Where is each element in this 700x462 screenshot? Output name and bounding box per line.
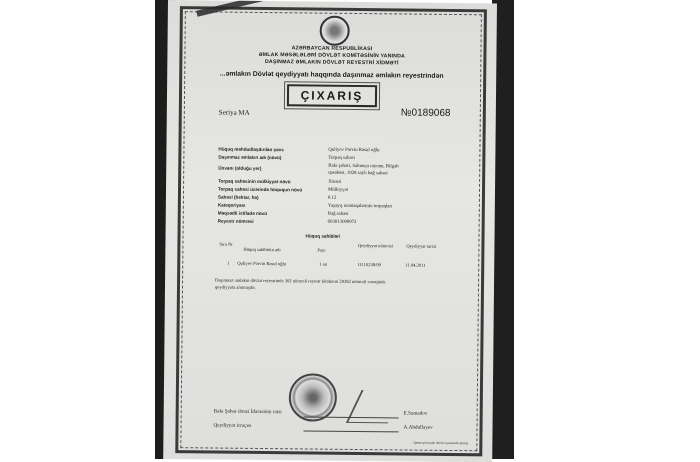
office-signatory-title: Bakı Şəhər Ərazi İdarəsinin rəisi [213,408,282,416]
owners-title: Hüquq sahibləri [305,233,341,239]
field-value: 0.12 [327,195,337,201]
field-value: 003013009972 [327,219,357,225]
bottom-note: Qanun qüvvəsini dövlət reyestrində itirmiş [413,440,468,446]
committee-header: ƏMLAK MƏSƏLƏLƏRİ DÖVLƏT KOMİTƏSİNİN YANINDA [258,51,406,60]
field-label: Ünvanı (olduğu yer) [218,165,262,171]
field-value: qəsəbəsi, 1928 saylı bağ sahəsi [328,170,388,177]
field-label: Reyestr nömrəsi [217,218,254,224]
table-cell: 1 on [319,261,328,267]
document-type-box [287,84,377,107]
official-seal-icon [289,373,338,422]
field-label: Sahəsi (hektar, ha) [217,194,259,200]
serial-number: №0189068 [400,107,451,119]
table-cell: Quliyev Pərvin Rəsul oğlu [237,260,287,267]
column-header: Hüquq sahibinin adı [243,246,281,253]
document-type: ÇIXARIŞ [300,88,364,104]
column-header: Sıra № [219,241,233,247]
republic-header: AZƏRBAYCAN RESPUBLİKASI [291,45,373,53]
serial-label: Seriya MA [218,108,250,117]
field-value: Bakı şəhəri, Sabunçu rayonu, Bilgəh [328,163,399,170]
service-header: DAŞINMAZ ƏMLAKIN DÖVLƏT REYESTRİ XİDMƏTİ [264,59,399,67]
document-subtitle: ...əmlakın Dövlət qeydiyyatı haqqında daşınmaz əmlakın reyestrindən [219,70,444,80]
column-header: Qeydiyyat nömrəsi [357,243,394,249]
field-label: Kateqoriyası [217,202,246,208]
field-label: Hüquq məhdudlaşdırılan şəxs [218,146,284,153]
field-value: Mülkiyyət [327,187,349,193]
table-cell: 11.04.2011 [405,262,426,268]
field-value: Yaşayış məntəqələrinin torpaqları [327,203,393,210]
field-label: Məqsədli istifadə növü [217,210,268,217]
table-cell: 11110238/09 [357,261,381,268]
field-value: Xüsusi [328,179,342,185]
state-emblem-icon [320,16,350,46]
registration-note-line1: Daşınmaz əmlakın dövlət reyestrində 302 nömrəli reyestr kitabının 28382 nömrəli vərəqində [215,277,386,285]
field-value: Torpaq sahəsi [328,155,355,161]
certificate-document [163,0,497,462]
field-value: Bağ sahəsi [327,211,349,217]
registration-note-line2: qeydiyyata alınmışdır. [214,284,256,290]
executor-title: Qeydiyyat icraçısı [213,422,252,429]
column-header: Payı [317,247,326,253]
field-label: Daşınmaz əmlakın adı (növü) [218,154,282,161]
column-header: Qeydiyyat tarixi [406,243,437,249]
field-label: Torpaq sahəsinin mülkiyyət növü [218,178,291,185]
office-signatory-name: E.Samadov [403,410,428,417]
field-value: Quliyev Pərvin Rəsul oğlu [328,147,380,154]
executor-name: A.Abdullayev [403,424,433,431]
table-cell: 1 [227,260,230,266]
field-label: Torpaq sahəsi üzərində hüququn növü [217,186,303,193]
